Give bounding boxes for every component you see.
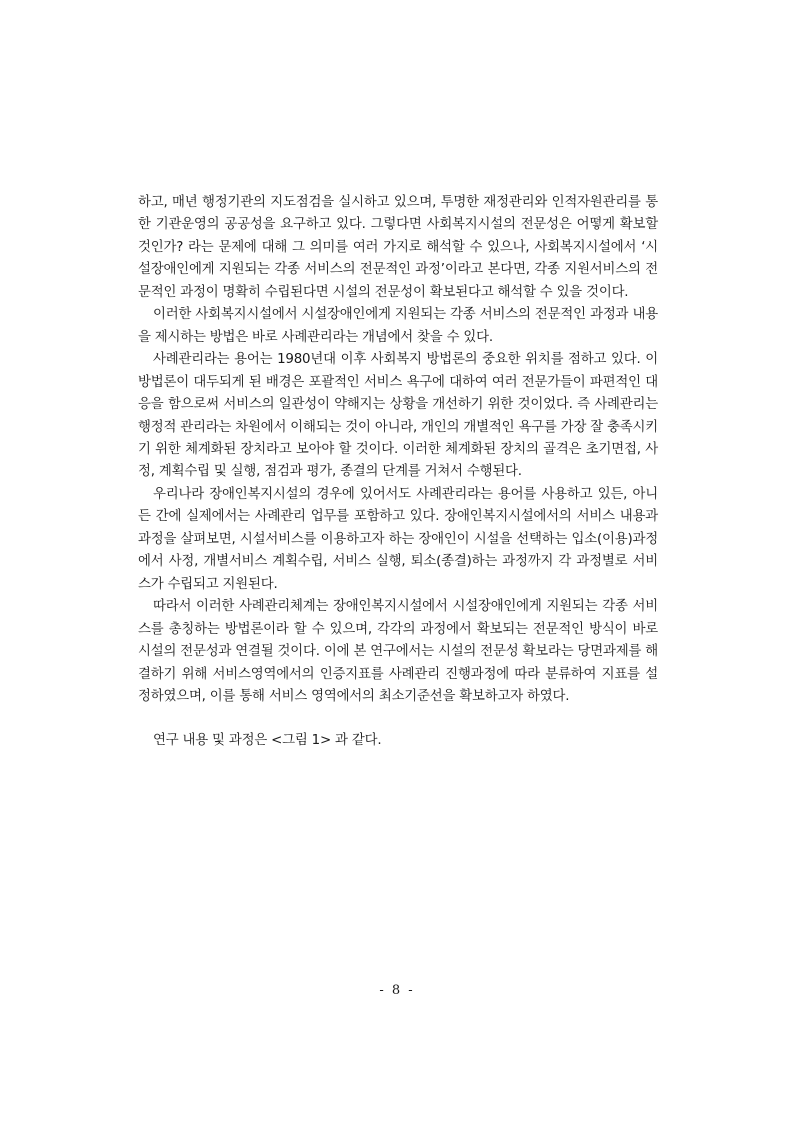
page-number: - 8 -	[379, 983, 415, 998]
paragraph-case-management-definition: 사례관리라는 용어는 1980년대 이후 사회복지 방법론의 중요한 위치를 점하고 있다. 이 방법론이 대두되게 된 배경은 포괄적인 서비스 욕구에 대하여 여러 전문가들이 파편적인 대응을 함으로써 서비스의 일관성이 약해지는 상황을 개선하기 위한 것이었다. 즉 사례관리는 행정적 관리라는 차원에서 이해되는 것이 아니라, 개인의 개별적인 욕구를 가장 잘 충족시키기 위한 체계화된 장치라고 보아야 할 것이다. 이러한 체계화된 장치의 골격은 초기면접, 사정, 계획수립 및 실행, 점검과 평가, 종결의 단계를 거쳐서 수행된다.	[138, 352, 658, 480]
paragraph-research-purpose: 따라서 이러한 사례관리체계는 장애인복지시설에서 시설장애인에게 지원되는 각종 서비스를 총칭하는 방법론이라 할 수 있으며, 각각의 과정에서 확보되는 전문적인 방식이 바로 시설의 전문성과 연결될 것이다. 이에 본 연구에서는 시설의 전문성 확보라는 당면과제를 해결하기 위해 서비스영역에서의 인증지표를 사례관리 진행과정에 따라 분류하여 지표를 설정하였으며, 이를 통해 서비스 영역에서의 최소기준선을 확보하고자 하였다.	[138, 599, 658, 704]
paragraph-figure-reference: 연구 내용 및 과정은 <그림 1> 과 같다.	[153, 733, 382, 749]
paragraph-continuation: 하고, 매년 행정기관의 지도점검을 실시하고 있으며, 투명한 재정관리와 인적자원관리를 통한 기관운영의 공공성을 요구하고 있다. 그렇다면 사회복지시설의 전문성은 어떻게 확보할 것인가? 라는 문제에 대해 그 의미를 여러 가지로 해석할 수 있으나, 사회복지시설에서 ‘시설장애인에게 지원되는 각종 서비스의 전문적인 과정’이라고 본다면, 각종 지원서비스의 전문적인 과정이 명확히 수립된다면 시설의 전문성이 확보된다고 해석할 수 있을 것이다.	[138, 195, 658, 300]
paragraph-case-management-intro: 이러한 사회복지시설에서 시설장애인에게 지원되는 각종 서비스의 전문적인 과정과 내용을 제시하는 방법은 바로 사례관리라는 개념에서 찾을 수 있다.	[138, 307, 658, 345]
paragraph-disability-facilities: 우리나라 장애인복지시설의 경우에 있어서도 사례관리라는 용어를 사용하고 있든, 아니든 간에 실제에서는 사례관리 업무를 포함하고 있다. 장애인복지시설에서의 서비스 내용과 과정을 살펴보면, 시설서비스를 이용하고자 하는 장애인이 시설을 선택하는 입소(이용)과정에서 사정, 개별서비스 계획수립, 서비스 실행, 퇴소(종결)하는 과정까지 각 과정별로 서비스가 수립되고 지원된다.	[138, 486, 658, 592]
body-text	[138, 192, 658, 753]
